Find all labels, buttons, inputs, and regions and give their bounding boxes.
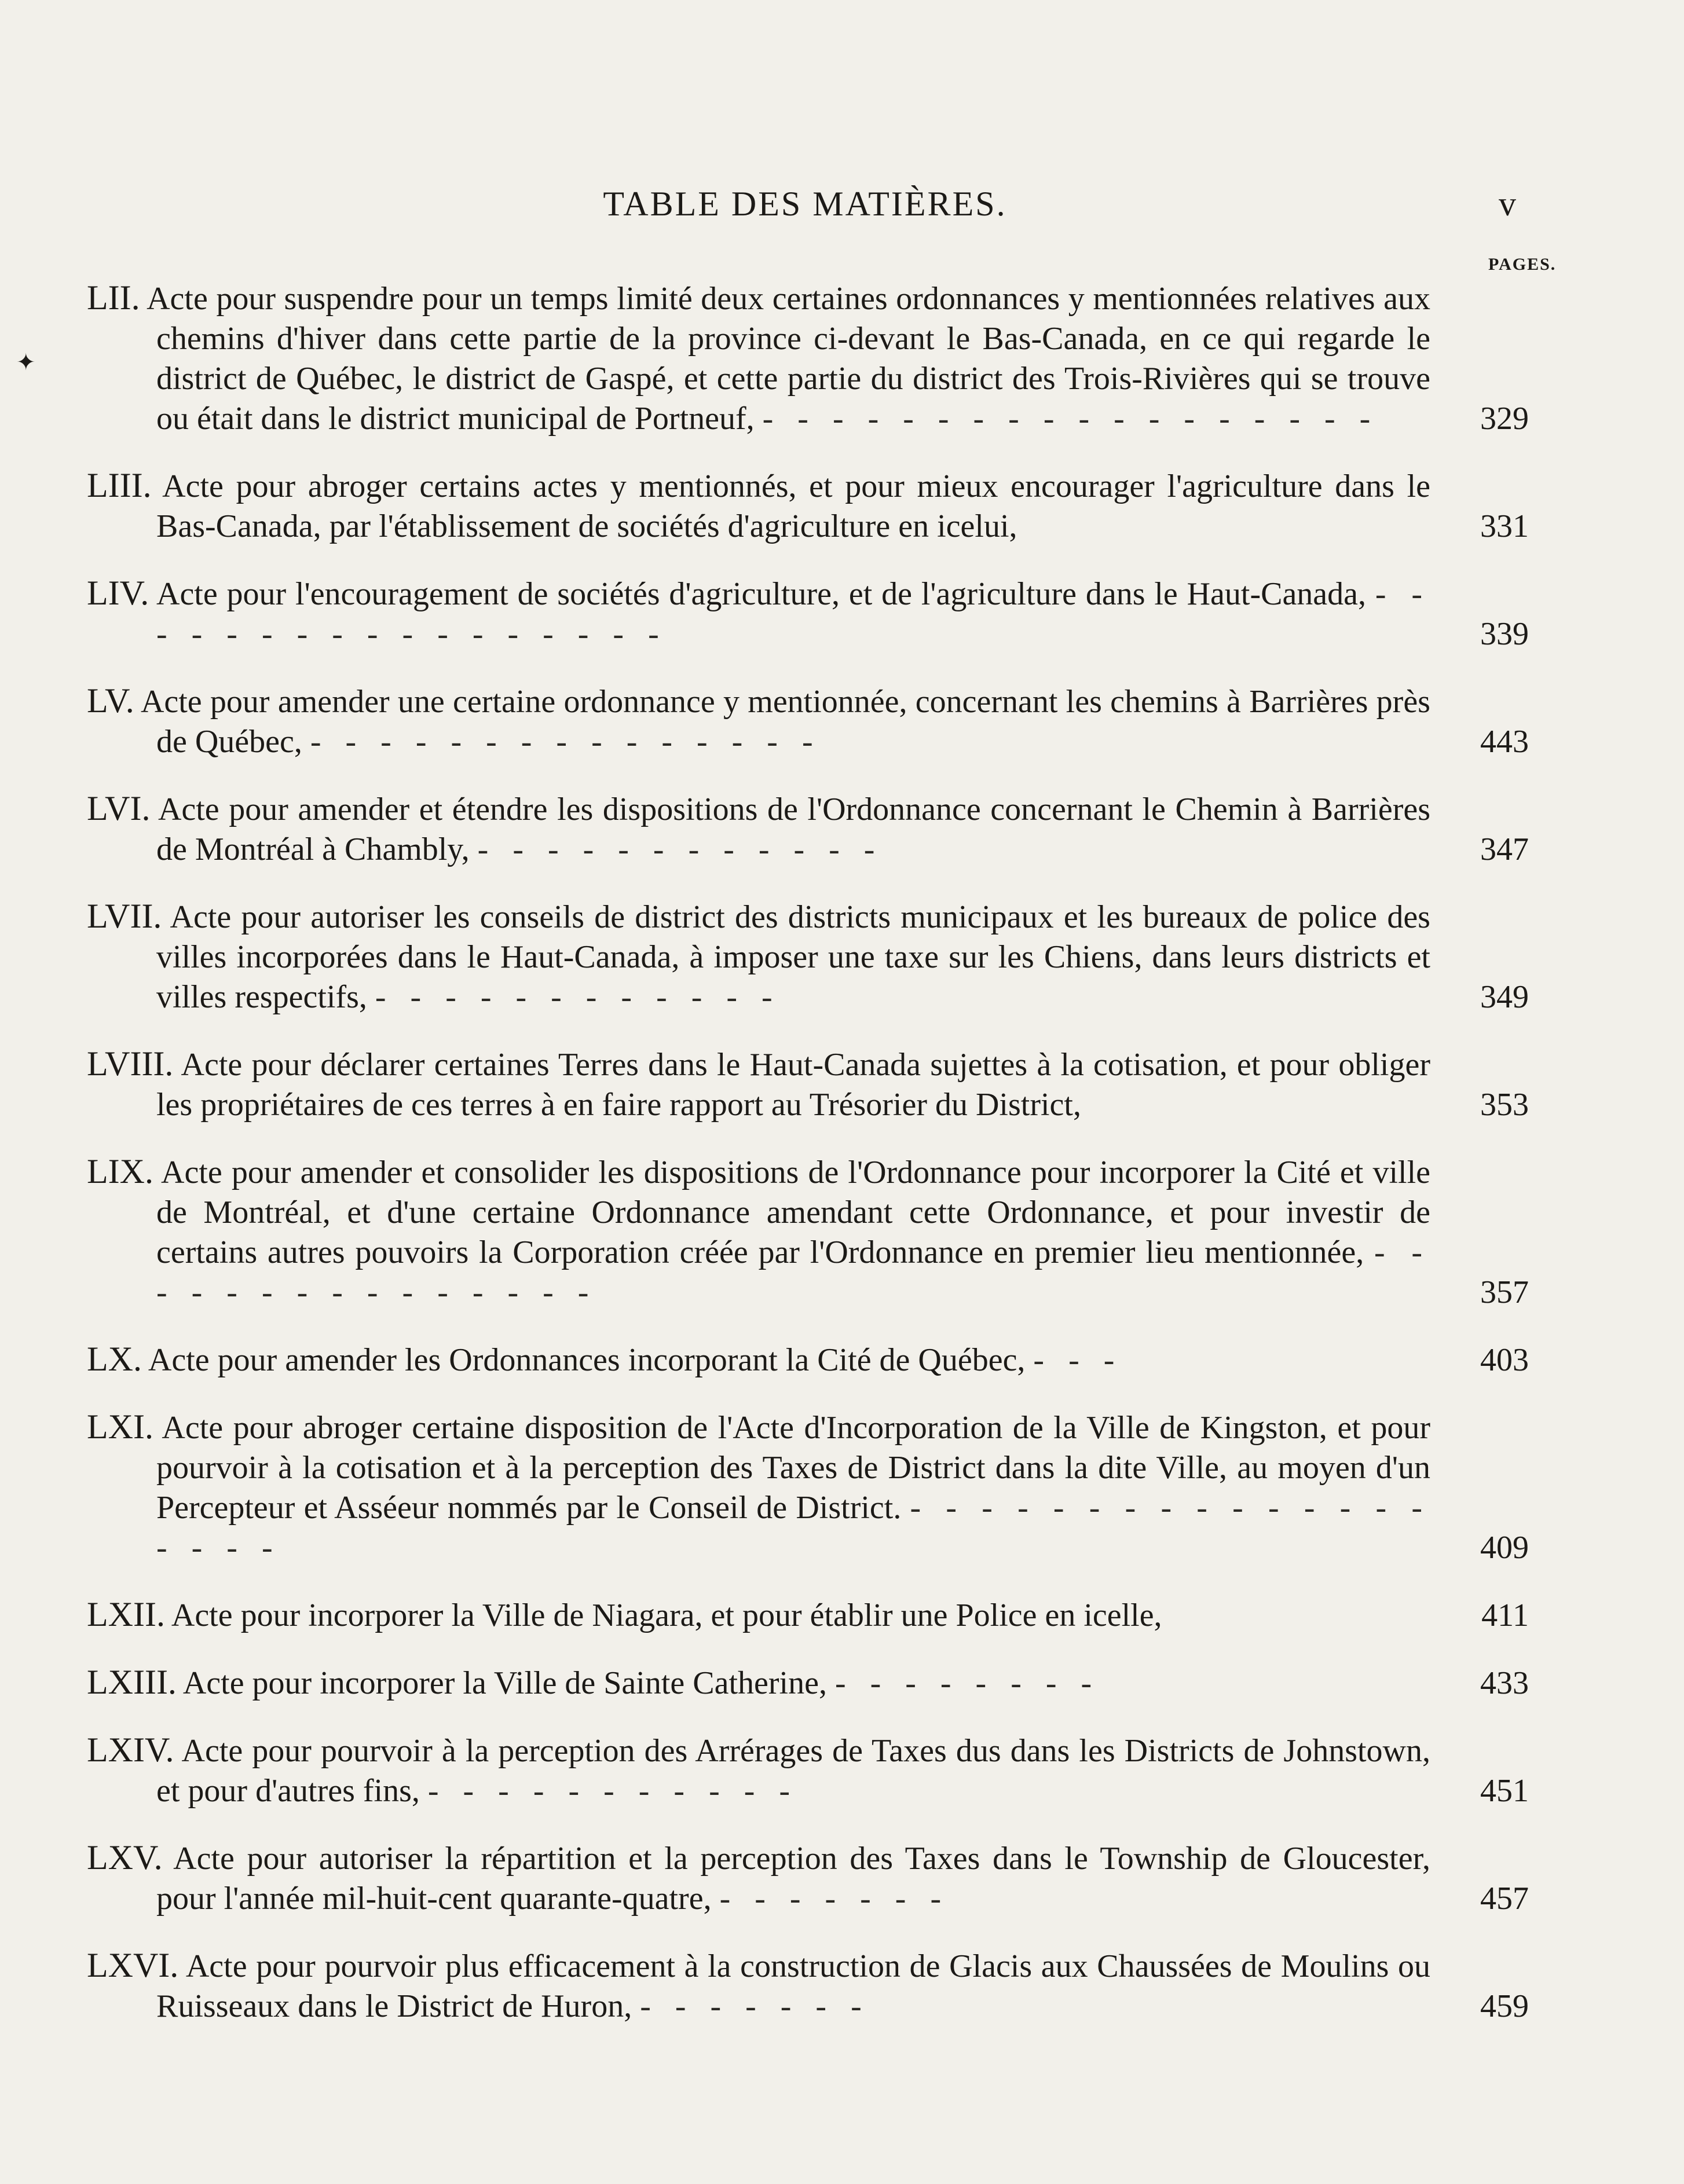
- dot-leader: - - - - - - -: [719, 1881, 950, 1917]
- dot-leader: - - - - - - -: [640, 1988, 870, 2024]
- entry-page: 329: [1480, 401, 1529, 437]
- entry-text: Acte pour amender et étendre les dispositions de l'Ordonnance concernant le Chemin à Barrières de Montréal à Chambly,: [156, 791, 1430, 867]
- toc-entry: [87, 1838, 1529, 1919]
- toc-entry: [87, 681, 1529, 762]
- entry-number: LXVI.: [87, 1946, 179, 1984]
- entry-number: LXIV.: [87, 1731, 174, 1769]
- toc-entry: [87, 1407, 1529, 1568]
- entry-page: 339: [1480, 616, 1529, 652]
- dot-leader: - - -: [1033, 1342, 1123, 1378]
- toc-entry: [87, 1730, 1529, 1811]
- entry-page: 331: [1480, 508, 1529, 544]
- dot-leader: - - - - - - - - - - - - - - -: [156, 1234, 1430, 1310]
- entry-number: LIV.: [87, 574, 149, 612]
- entry-page: 347: [1480, 831, 1529, 867]
- entry-text: Acte pour autoriser les conseils de district des districts municipaux et les bureaux de police des villes incorporées dans le Haut-Canada, à imposer une taxe sur les Chiens, dans leurs districts et villes respectifs,: [156, 899, 1430, 1015]
- entry-page: 411: [1481, 1597, 1529, 1633]
- entry-number: LVII.: [87, 897, 162, 935]
- entry-number: LV.: [87, 681, 134, 720]
- entry-page: 457: [1480, 1881, 1529, 1917]
- entry-text: Acte pour incorporer la Ville de Niagara, et pour établir une Police en icelle,: [171, 1597, 1162, 1633]
- dot-leader: - - - - - - - - - - - - - - - - -: [156, 576, 1430, 652]
- entry-page: 403: [1480, 1342, 1529, 1378]
- entry-number: LXII.: [87, 1595, 165, 1633]
- entry-text: Acte pour autoriser la répartition et la perception des Taxes dans le Township de Gloucester, pour l'année mil-huit-cent quarante-quatre,: [156, 1841, 1430, 1917]
- entry-text: Acte pour pourvoir plus efficacement à la construction de Glacis aux Chaussées de Moulins ou Ruisseaux dans le District de Huron,: [156, 1948, 1430, 2024]
- dot-leader: - - - - - - - -: [834, 1665, 1100, 1701]
- table-of-contents: [87, 278, 1529, 2053]
- entry-page: 451: [1480, 1773, 1529, 1809]
- toc-entry: [87, 573, 1529, 654]
- toc-entry: [87, 1595, 1529, 1636]
- entry-page: 459: [1480, 1988, 1529, 2024]
- toc-entry: [87, 466, 1529, 547]
- margin-mark-icon: ✦: [16, 349, 36, 375]
- toc-entry: [87, 278, 1529, 439]
- entry-number: LIX.: [87, 1152, 153, 1190]
- entry-number: LVIII.: [87, 1045, 174, 1083]
- dot-leader: - - - - - - - - - - - -: [375, 979, 781, 1015]
- dot-leader: - - - - - - - - - - - - - - - - - - -: [156, 1490, 1430, 1566]
- dot-leader: - - - - - - - - - - - - - - -: [310, 724, 821, 760]
- entry-number: LXV.: [87, 1838, 163, 1877]
- entry-text: Acte pour amender les Ordonnances incorporant la Cité de Québec,: [148, 1342, 1026, 1378]
- page-number: v: [1499, 185, 1516, 223]
- entry-text: Acte pour incorporer la Ville de Sainte Catherine,: [182, 1665, 827, 1701]
- dot-leader: - - - - - - - - - - -: [427, 1773, 799, 1809]
- toc-entry: [87, 1945, 1529, 2027]
- entry-number: LIII.: [87, 466, 152, 504]
- toc-entry: [87, 896, 1529, 1017]
- dot-leader: - - - - - - - - - - - -: [477, 831, 883, 867]
- entry-text: Acte pour amender une certaine ordonnance y mentionnée, concernant les chemins à Barrières près de Québec,: [140, 684, 1430, 760]
- entry-number: LVI.: [87, 789, 151, 827]
- entry-text: Acte pour abroger certains actes y mentionnés, et pour mieux encourager l'agriculture dans le Bas-Canada, par l'établissement de sociétés d'agriculture en icelui,: [156, 468, 1430, 544]
- entry-number: LX.: [87, 1340, 142, 1378]
- entry-page: 353: [1480, 1087, 1529, 1123]
- toc-entry: [87, 1339, 1529, 1380]
- entry-page: 443: [1480, 724, 1529, 760]
- pages-column-label: PAGES.: [1488, 255, 1557, 274]
- toc-entry: [87, 789, 1529, 870]
- entry-text: Acte pour pourvoir à la perception des Arrérages de Taxes dus dans les Districts de Johnstown, et pour d'autres fins,: [156, 1733, 1430, 1809]
- toc-entry: [87, 1044, 1529, 1125]
- entry-text: Acte pour suspendre pour un temps limité deux certaines ordonnances y mentionnées relatives aux chemins d'hiver dans cette partie de la province ci-devant le Bas-Canada, en ce qui regarde le district de Québec, le district de Gaspé, et cette partie du district des Trois-Rivières qui se trouve ou était dans le district municipal de Portneuf,: [147, 281, 1430, 437]
- page-header: [0, 184, 1684, 236]
- entry-text: Acte pour abroger certaine disposition de l'Acte d'Incorporation de la Ville de Kingston, et pour pourvoir à la cotisation et à la perception des Taxes de District dans la dite Ville, au moyen d'un Percepteur et Asséeur nommés par le Conseil de District.: [156, 1410, 1430, 1526]
- entry-number: LXI.: [87, 1408, 153, 1446]
- entry-number: LII.: [87, 279, 140, 317]
- entry-text: Acte pour amender et consolider les dispositions de l'Ordonnance pour incorporer la Cité et ville de Montréal, et d'une certaine Ordonnance amendant cette Ordonnance, et pour investir de certains autres pouvoirs la Corporation créée par l'Ordonnance en premier lieu mentionnée,: [156, 1155, 1430, 1270]
- entry-page: 433: [1480, 1665, 1529, 1701]
- page-title: TABLE DES MATIÈRES.: [603, 185, 1007, 223]
- entry-text: Acte pour l'encouragement de sociétés d'agriculture, et de l'agriculture dans le Haut-Canada,: [156, 576, 1367, 612]
- entry-text: Acte pour déclarer certaines Terres dans le Haut-Canada sujettes à la cotisation, et pour obliger les propriétaires de ces terres à en faire rapport au Trésorier du District,: [156, 1047, 1430, 1123]
- dot-leader: - - - - - - - - - - - - - - - - - -: [762, 401, 1379, 437]
- entry-page: 357: [1480, 1274, 1529, 1310]
- toc-entry: [87, 1662, 1529, 1703]
- entry-number: LXIII.: [87, 1663, 177, 1701]
- toc-entry: [87, 1152, 1529, 1313]
- entry-page: 349: [1480, 979, 1529, 1015]
- entry-page: 409: [1480, 1530, 1529, 1566]
